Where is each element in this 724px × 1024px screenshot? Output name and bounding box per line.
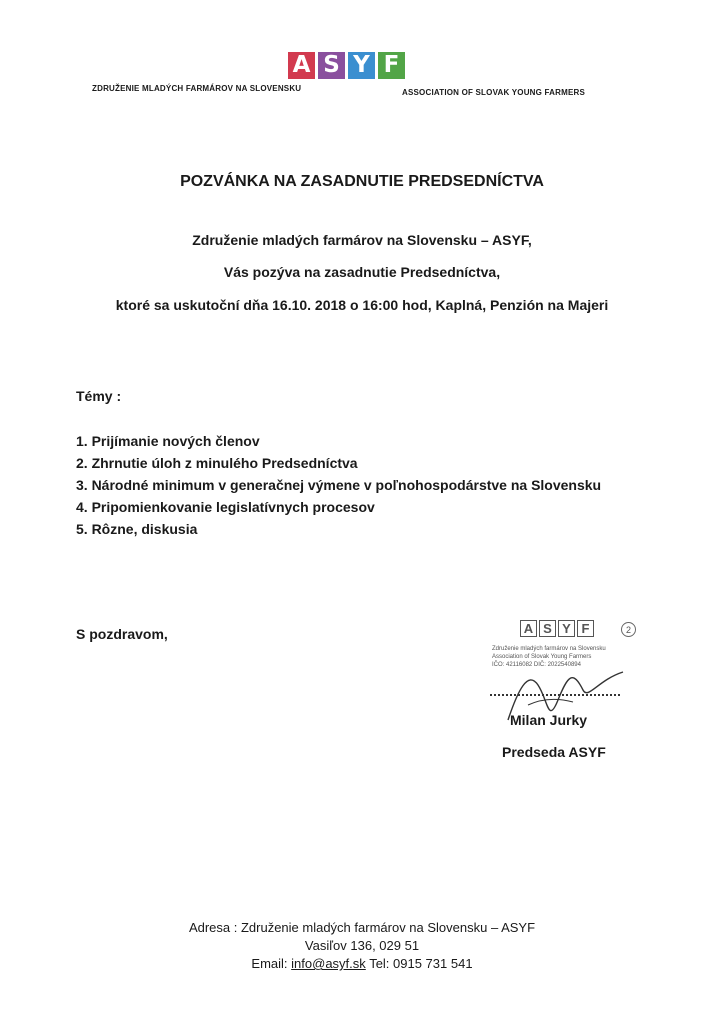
stamp-tile: F — [577, 620, 594, 637]
greeting: S pozdravom, — [76, 626, 168, 642]
org-name-english: ASSOCIATION OF SLOVAK YOUNG FARMERS — [402, 88, 586, 97]
topics-list — [76, 430, 601, 540]
email-link[interactable]: info@asyf.sk — [291, 956, 366, 971]
topic-item: 5. Rôzne, diskusia — [76, 521, 198, 537]
topics-heading: Témy : — [76, 388, 122, 404]
signature-line — [490, 694, 620, 696]
signatory-name: Milan Jurky — [510, 712, 588, 728]
invitation-line-1: Združenie mladých farmárov na Slovensku – ASYF, — [192, 232, 532, 248]
topic-item: 4. Pripomienkovanie legislatívnych procesov — [76, 499, 375, 515]
stamp-tile: S — [539, 620, 556, 637]
footer-street: Vasiľov 136, 029 51 — [304, 938, 420, 953]
logo-tile-s: S — [318, 52, 345, 79]
invitation-line-2: Vás pozýva na zasadnutie Predsedníctva, — [223, 264, 501, 280]
topic-item: 2. Zhrnutie úloh z minulého Predsedníctva — [76, 455, 358, 471]
logo-tile-y: Y — [348, 52, 375, 79]
email-label: Email: — [251, 956, 288, 971]
stamp-line: IČO: 42116082 DIČ: 2022540894 — [492, 662, 581, 668]
org-name-slovak: ZDRUŽENIE MLADÝCH FARMÁROV NA SLOVENSKU — [92, 84, 302, 93]
phone-number: Tel: 0915 731 541 — [369, 956, 473, 971]
logo-tile-f: F — [378, 52, 405, 79]
stamp-tile: Y — [558, 620, 575, 637]
footer-contact — [0, 956, 724, 971]
stamp-line: Association of Slovak Young Farmers — [492, 654, 592, 660]
document-title: POZVÁNKA NA ZASADNUTIE PREDSEDNÍCTVA — [180, 173, 544, 190]
invitation-line-3: ktoré sa uskutoční dňa 16.10. 2018 o 16:00 hod, Kaplná, Penzión na Majeri — [115, 297, 609, 313]
stamp-logo — [520, 620, 594, 637]
signatory-role: Predseda ASYF — [502, 744, 606, 760]
stamp-tile: A — [520, 620, 537, 637]
topic-item: 1. Prijímanie nových členov — [76, 433, 260, 449]
stamp-line: Združenie mladých farmárov na Slovensku — [492, 646, 606, 652]
stamp-number-mark: 2 — [621, 622, 636, 637]
footer-address: Adresa : Združenie mladých farmárov na Slovensku – ASYF — [188, 920, 536, 935]
asyf-logo — [288, 52, 405, 79]
logo-tile-a: A — [288, 52, 315, 79]
topic-item: 3. Národné minimum v generačnej výmene v poľnohospodárstve na Slovensku — [76, 477, 602, 493]
